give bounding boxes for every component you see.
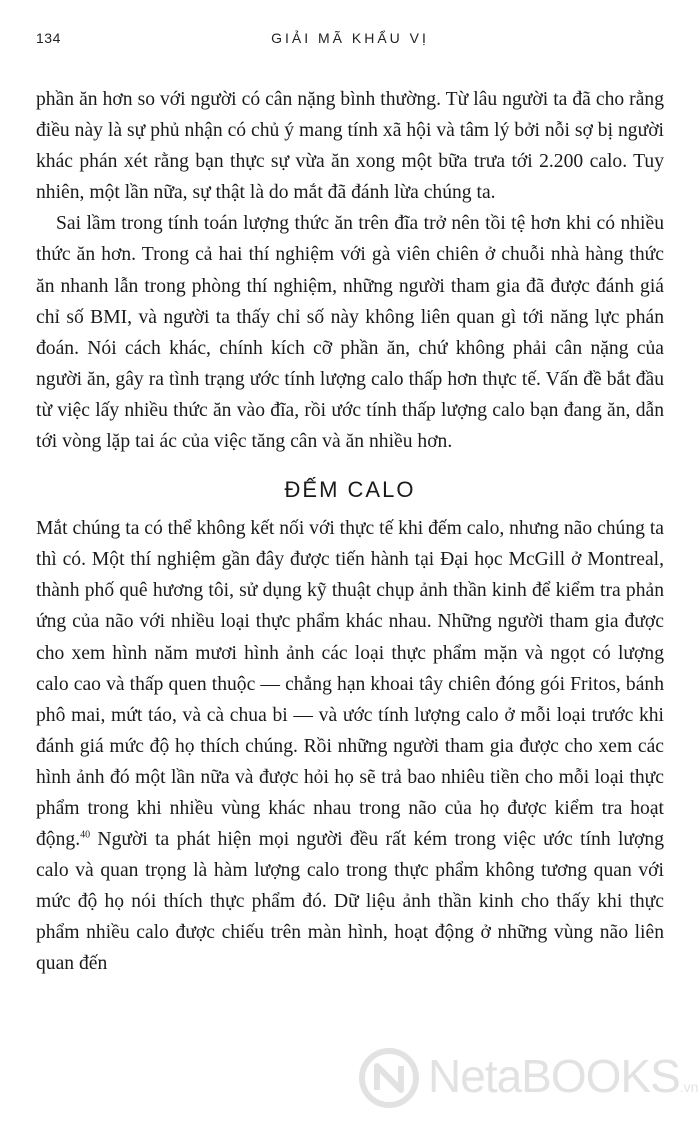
section-heading: ĐẾM CALO: [284, 477, 416, 503]
watermark-suffix: .vn: [679, 1079, 699, 1095]
watermark: [358, 1043, 699, 1113]
body-text: [36, 84, 664, 980]
watermark-text: NetaBOOKS.vn: [428, 1050, 699, 1102]
page-number: 134: [36, 30, 61, 46]
section-text-continued: Người ta phát hiện mọi người đều rất kém trong việc ước tính lượng calo và quan trọng là hàm lượng calo trong thực phẩm không tương quan với mức độ họ nói thích thực phẩm đó. Dữ liệu ảnh thần kinh cho thấy khi thực phẩm nhiều calo được chiếu trên màn hình, hoạt động ở những vùng não liên quan đến: [36, 829, 664, 975]
paragraph-continuation: phần ăn hơn so với người có cân nặng bình thường. Từ lâu người ta đã cho rằng điều này là sự phủ nhận có chủ ý mang tính xã hội và tâm lý bởi nỗi sợ bị người khác phán xét rằng bạn thực sự vừa ăn xong một bữa trưa tới 2.200 calo. Tuy nhiên, một lần nữa, sự thật là do mắt đã đánh lừa chúng ta.: [36, 89, 664, 204]
footnote-reference: 40: [80, 829, 91, 841]
section-text: Mắt chúng ta có thể không kết nối với thực tế khi đếm calo, nhưng não chúng ta thì có. Một thí nghiệm gần đây được tiến hành tại Đại học McGill ở Montreal, thành phố quê hương tôi, sử dụng kỹ thuật chụp ảnh thần kinh để kiểm tra phản ứng của não với nhiều loại thực phẩm khác nhau. Những người tham gia được cho xem hình năm mươi hình ảnh các loại thực phẩm mặn và ngọt có lượng calo cao và thấp quen thuộc — chẳng hạn khoai tây chiên đóng gói Fritos, bánh phô mai, mứt táo, và cà chua bi — và ước tính lượng calo ở mỗi loại trước khi đánh giá mức độ họ thích chúng. Rồi những người tham gia được cho xem các hình ảnh đó một lần nữa và được hỏi họ sẽ trả bao nhiêu tiền cho mỗi loại thực phẩm trong khi nhiều vùng khác nhau trong não của họ được kiểm tra hoạt động.: [36, 518, 664, 851]
netabooks-logo-icon: [358, 1047, 420, 1109]
section-paragraph: [36, 513, 664, 979]
page-header: [36, 26, 664, 50]
paragraph: Sai lầm trong tính toán lượng thức ăn trên đĩa trở nên tồi tệ hơn khi có nhiều thức ăn hơn. Trong cả hai thí nghiệm với gà viên chiên ở chuỗi nhà hàng thức ăn nhanh lẫn trong phòng thí nghiệm, những người tham gia đã được đánh giá chỉ số BMI, và người ta thấy chỉ số này không liên quan gì tới năng lực phán đoán. Nói cách khác, chính kích cỡ phần ăn, chứ không phải cân nặng của người ăn, gây ra tình trạng ước tính lượng calo thấp hơn thực tế. Vấn đề bắt đầu từ việc lấy nhiều thức ăn vào đĩa, rồi ước tính thấp lượng calo bạn đang ăn, dẫn tới vòng lặp tai ác của việc tăng cân và ăn nhiều hơn.: [36, 213, 664, 453]
running-title: GIẢI MÃ KHẨU VỊ: [271, 30, 429, 46]
